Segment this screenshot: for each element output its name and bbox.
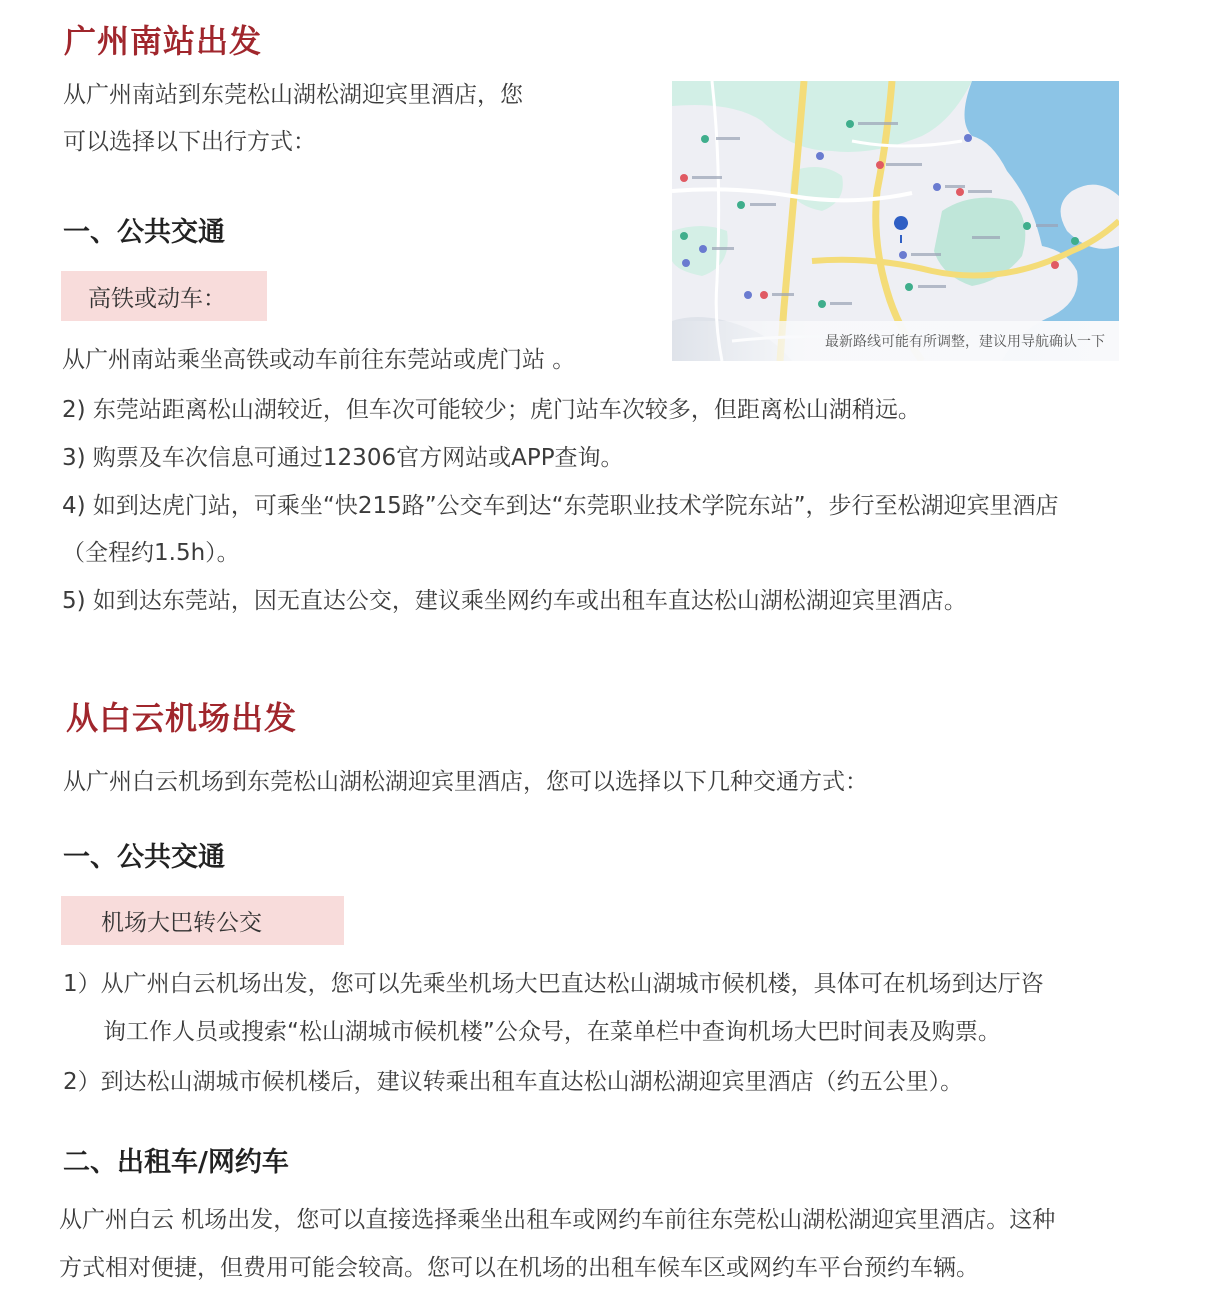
section1-item-4: 4) 如到达虎门站，可乘坐“快215路”公交车到达“东莞职业技术学院东站”，步行至松湖迎宾里酒店 — [62, 493, 1059, 519]
section1-title: 广州南站出发 — [64, 22, 263, 60]
section1-item-3: 3) 购票及车次信息可通过12306官方网站或APP查询。 — [62, 445, 624, 471]
section2-heading-taxi: 二、出租车/网约车 — [63, 1147, 289, 1178]
section2-heading-public-transport: 一、公共交通 — [63, 842, 225, 873]
section1-item-1: 从广州南站乘坐高铁或动车前往东莞站或虎门站 。 — [62, 347, 576, 373]
section2-tag-airport-bus — [61, 896, 344, 945]
section1-item-4-cont: （全程约1.5h）。 — [62, 540, 240, 566]
section1-heading-public-transport: 一、公共交通 — [63, 217, 225, 248]
section1-tag-label: 高铁或动车： — [88, 285, 226, 312]
section1-item-5: 5) 如到达东莞站，因无直达公交，建议乘坐网约车或出租车直达松山湖松湖迎宾里酒店。 — [62, 588, 967, 614]
section2-taxi-line1: 从广州白云 机场出发，您可以直接选择乘坐出租车或网约车前往东莞松山湖松湖迎宾里酒店。这种 — [59, 1207, 1056, 1233]
section2-item-1-cont: 询工作人员或搜索“松山湖城市候机楼”公众号，在菜单栏中查询机场大巴时间表及购票。 — [103, 1019, 1001, 1045]
route-map[interactable] — [672, 81, 1119, 361]
section2-title: 从白云机场出发 — [66, 699, 298, 737]
section1-tag-high-speed-rail — [61, 271, 267, 321]
section2-item-1: 1）从广州白云机场出发，您可以先乘坐机场大巴直达松山湖城市候机楼，具体可在机场到达厅咨 — [63, 971, 1044, 997]
section1-intro-line1: 从广州南站到东莞松山湖松湖迎宾里酒店，您 — [63, 82, 523, 108]
section2-intro: 从广州白云机场到东莞松山湖松湖迎宾里酒店，您可以选择以下几种交通方式： — [63, 769, 868, 795]
section1-intro-line2: 可以选择以下出行方式： — [63, 129, 316, 155]
section2-tag-label: 机场大巴转公交 — [101, 910, 262, 936]
section2-taxi-line2: 方式相对便捷，但费用可能会较高。您可以在机场的出租车候车区或网约车平台预约车辆。 — [59, 1255, 979, 1281]
section1-item-2: 2) 东莞站距离松山湖较近，但车次可能较少；虎门站车次较多，但距离松山湖稍远。 — [62, 397, 921, 423]
section2-item-2: 2）到达松山湖城市候机楼后，建议转乘出租车直达松山湖松湖迎宾里酒店（约五公里）。 — [63, 1069, 964, 1095]
map-caption: 最新路线可能有所调整，建议用导航确认一下 — [672, 321, 1119, 361]
map-graphic — [672, 81, 1119, 361]
